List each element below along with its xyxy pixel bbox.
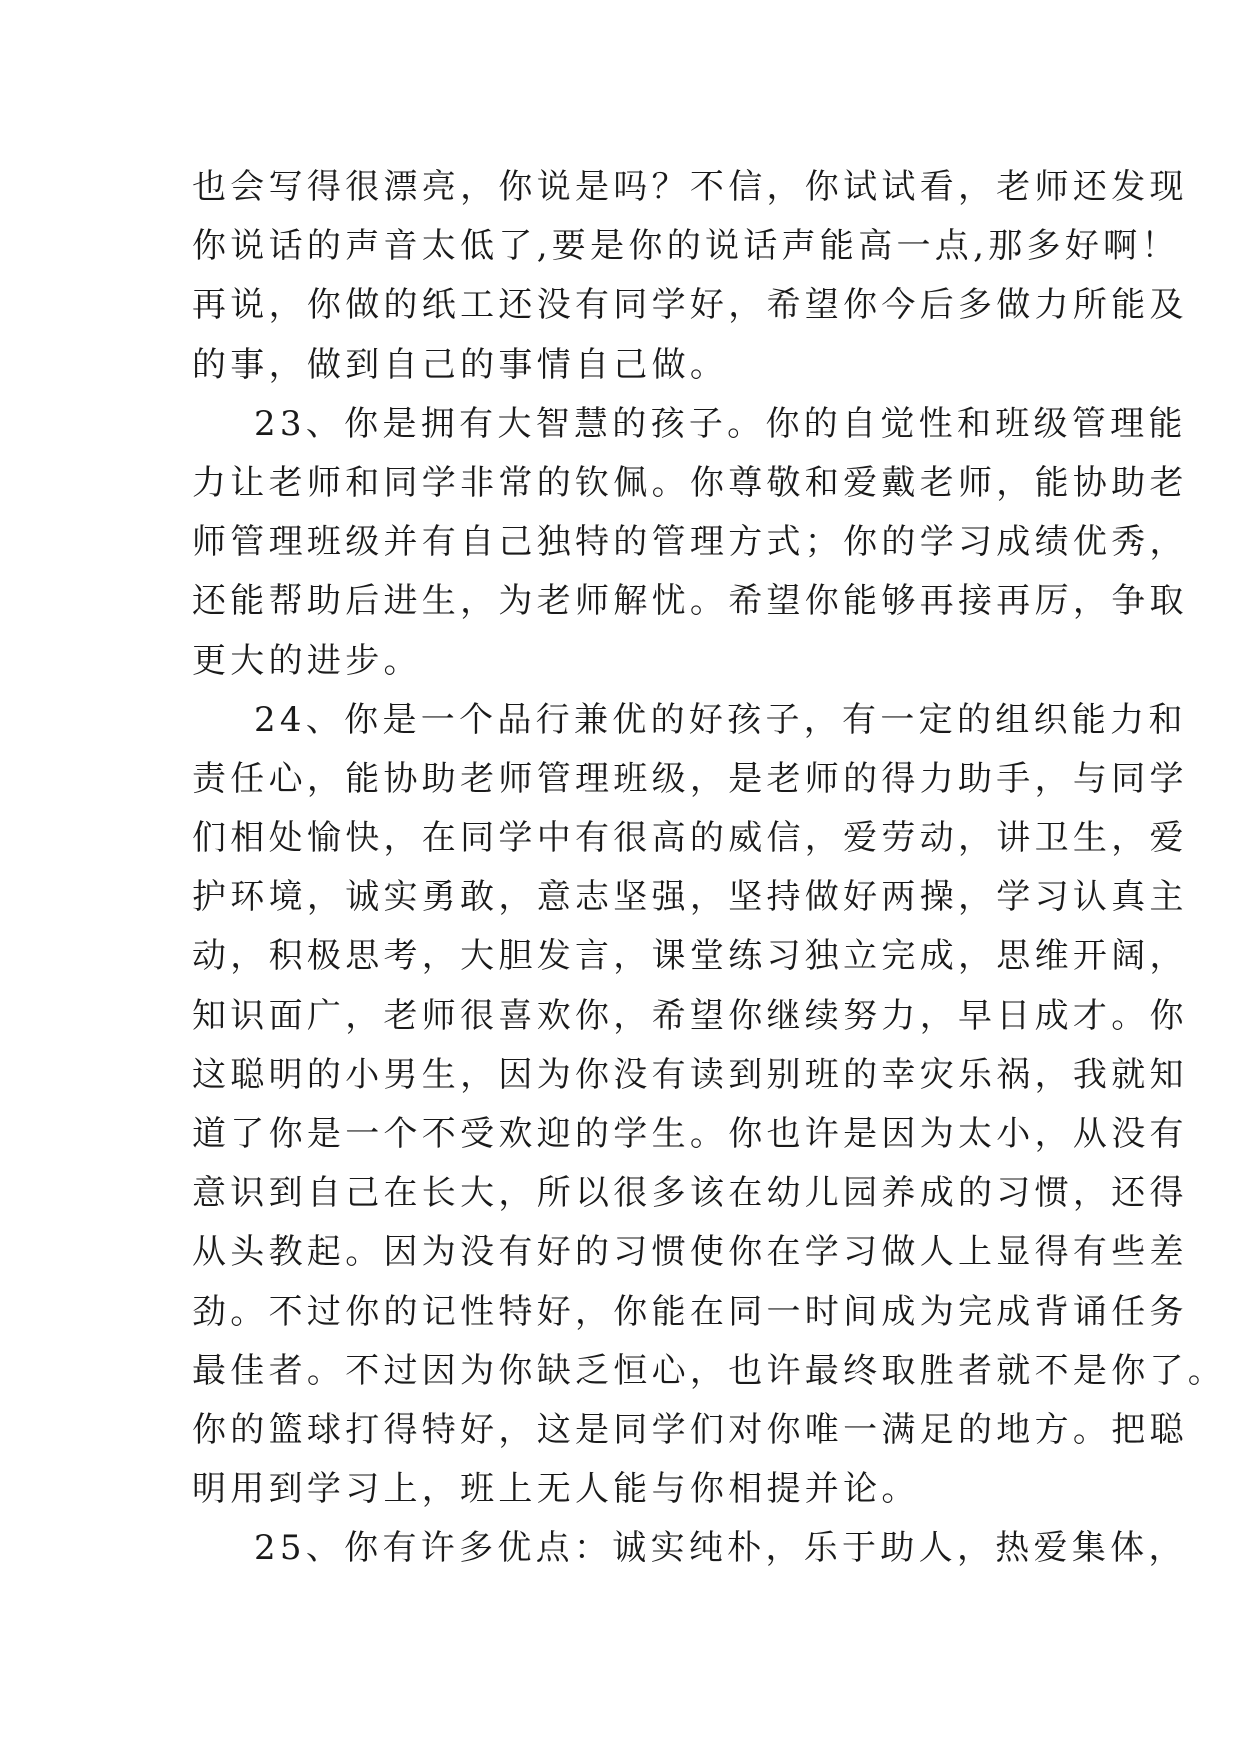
text-line: 你说话的声音太低了,要是你的说话声能高一点,那多好啊！	[192, 226, 1180, 267]
text-line: 责任心，能协助老师管理班级，是老师的得力助手，与同学	[192, 758, 1188, 799]
text-line: 也会写得很漂亮，你说是吗？不信，你试试看，老师还发现	[192, 167, 1188, 207]
paragraph-item-23	[192, 395, 1188, 691]
paragraph-item-24	[192, 691, 1227, 1520]
text-line: 从头教起。因为没有好的习惯使你在学习做人上显得有些差	[192, 1232, 1188, 1273]
text-line: 师管理班级并有自己独特的管理方式；你的学习成绩优秀，	[192, 522, 1188, 563]
text-line: 的事，做到自己的事情自己做。	[192, 344, 729, 385]
text-line: 还能帮助后进生，为老师解忧。希望你能够再接再厉，争取	[192, 581, 1188, 622]
text-line: 这聪明的小男生，因为你没有读到别班的幸灾乐祸，我就知	[192, 1054, 1188, 1095]
text-line: 们相处愉快，在同学中有很高的威信，爱劳动，讲卫生，爱	[192, 818, 1188, 859]
paragraph-item-25	[192, 1519, 1187, 1578]
text-line: 25、你有许多优点：诚实纯朴，乐于助人，热爱集体，	[254, 1528, 1187, 1569]
text-line: 再说，你做的纸工还没有同学好，希望你今后多做力所能及	[192, 285, 1188, 326]
text-line: 23、你是拥有大智慧的孩子。你的自觉性和班级管理能	[254, 403, 1187, 444]
text-line: 你的篮球打得特好，这是同学们对你唯一满足的地方。把聪	[192, 1409, 1188, 1450]
text-line: 动，积极思考，大胆发言，课堂练习独立完成，思维开阔，	[192, 936, 1188, 977]
text-line: 劲。不过你的记性特好，你能在同一时间成为完成背诵任务	[192, 1291, 1188, 1332]
text-line: 道了你是一个不受欢迎的学生。你也许是因为太小，从没有	[192, 1114, 1188, 1154]
document-page	[192, 158, 1227, 1579]
text-line: 明用到学习上，班上无人能与你相提并论。	[192, 1469, 920, 1510]
text-line: 意识到自己在长大，所以很多该在幼儿园养成的习惯，还得	[192, 1173, 1188, 1214]
text-line: 24、你是一个品行兼优的好孩子，有一定的组织能力和	[254, 699, 1187, 740]
text-line: 力让老师和同学非常的钦佩。你尊敬和爱戴老师，能协助老	[192, 462, 1188, 503]
text-line: 知识面广，老师很喜欢你，希望你继续努力，早日成才。你	[192, 995, 1188, 1036]
text-line: 最佳者。不过因为你缺乏恒心，也许最终取胜者就不是你了。	[192, 1350, 1227, 1391]
text-line: 护环境，诚实勇敢，意志坚强，坚持做好两操，学习认真主	[192, 877, 1188, 918]
text-line: 更大的进步。	[192, 640, 422, 681]
paragraph-continuation	[192, 158, 1188, 395]
